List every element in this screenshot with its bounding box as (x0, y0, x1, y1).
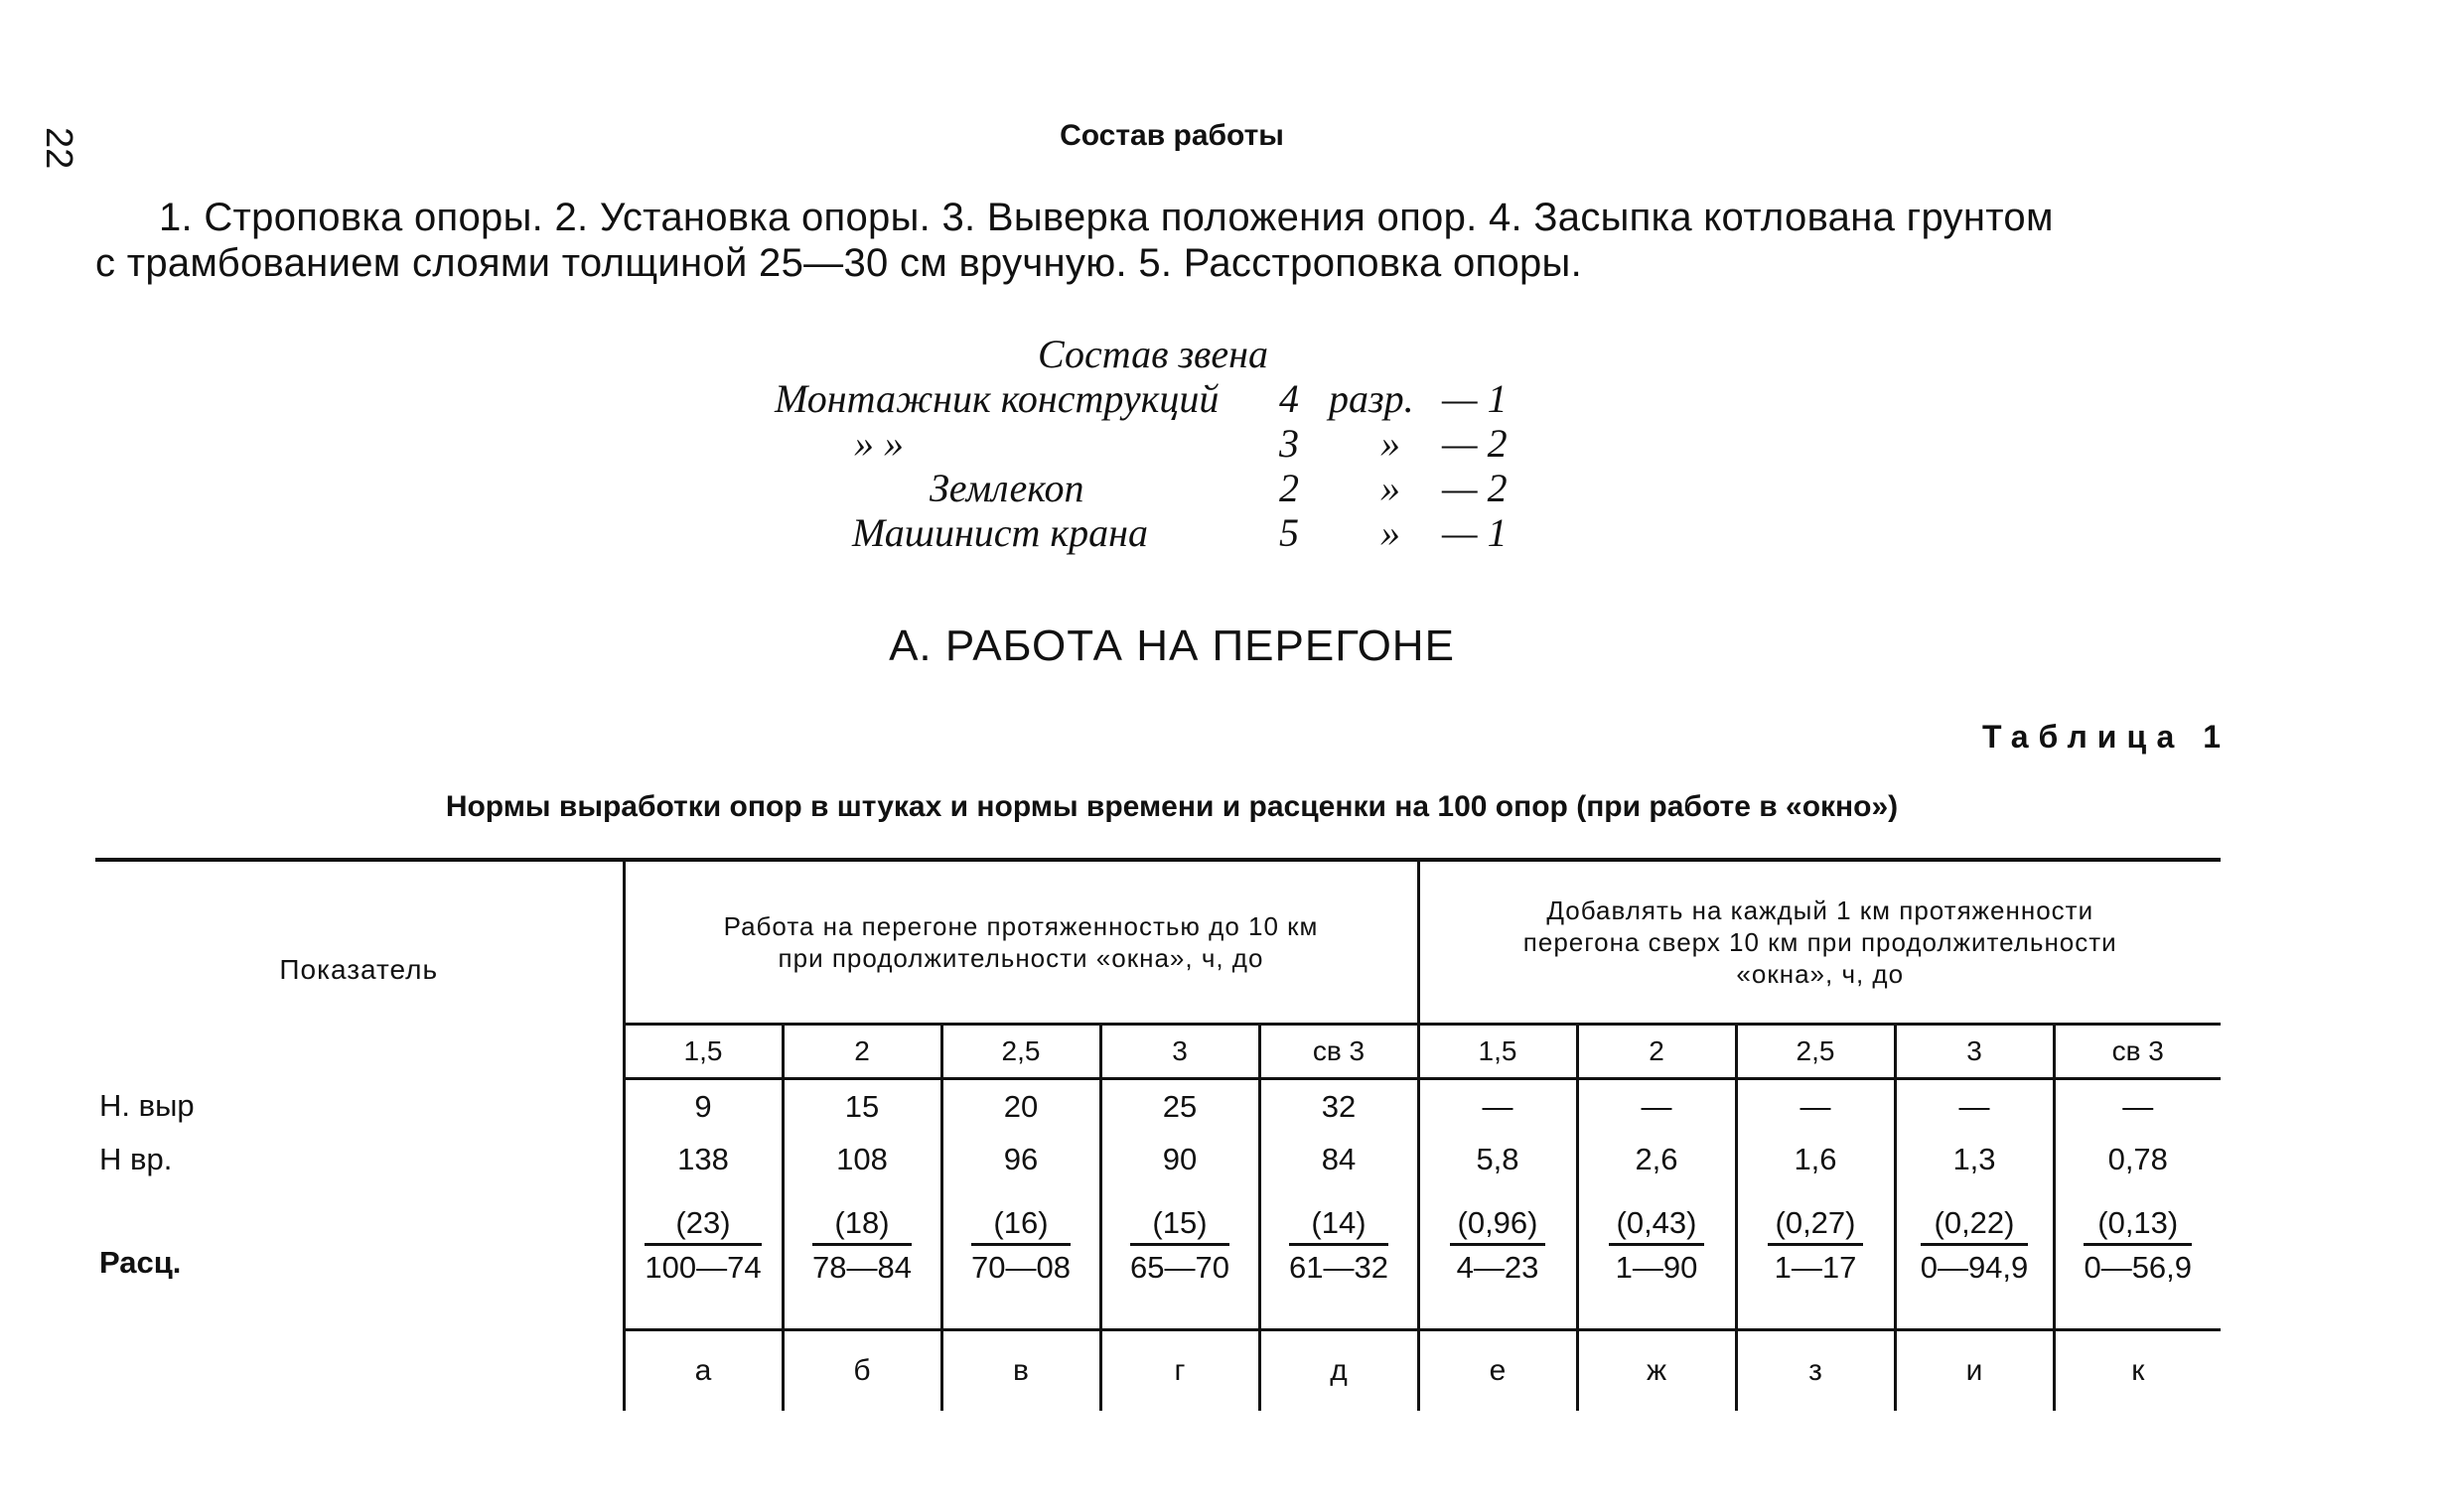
table-cell: 20 (941, 1079, 1100, 1135)
rate-bottom: 0—56,9 (2084, 1249, 2193, 1285)
table-cell: 84 (1259, 1134, 1418, 1185)
table-cell: — (1418, 1079, 1577, 1135)
rate-bottom: 0—94,9 (1920, 1249, 2029, 1285)
empty-cell (95, 1330, 624, 1412)
column-letter: в (941, 1330, 1100, 1412)
column-header: 3 (1100, 1025, 1259, 1079)
rate-bottom: 100—74 (645, 1249, 762, 1285)
page-number: 22 (38, 127, 79, 170)
rate-top: (18) (812, 1205, 912, 1246)
table-cell (1736, 1185, 1895, 1305)
rate-top: (0,96) (1450, 1205, 1546, 1246)
crew-count: — 2 (1442, 466, 1508, 510)
column-header: 3 (1895, 1025, 2054, 1079)
rate-fraction (645, 1205, 761, 1286)
group-header-additional-line-1: Добавлять на каждый 1 км протяженности (1546, 895, 2094, 925)
crew-role: » » (854, 421, 904, 466)
rate-fraction (1450, 1205, 1546, 1286)
rate-fraction (1289, 1205, 1388, 1286)
table-cell (1418, 1185, 1577, 1305)
column-header: 2,5 (941, 1025, 1100, 1079)
crew-grade: 5 (1279, 510, 1299, 555)
column-header: 2 (1577, 1025, 1736, 1079)
column-letter: и (1895, 1330, 2054, 1412)
work-description (95, 195, 2260, 286)
table-cell (783, 1185, 941, 1305)
rate-top: (0,27) (1768, 1205, 1864, 1246)
group-header-base-line-1: Работа на перегоне протяженностью до 10 км (723, 911, 1319, 941)
crew-grade: 3 (1279, 421, 1299, 466)
rate-fraction (812, 1205, 912, 1286)
table-cell: 108 (783, 1134, 941, 1185)
group-header-base (624, 860, 1418, 1025)
column-header: св 3 (2054, 1025, 2221, 1079)
table-spacer-row (95, 1305, 2221, 1330)
row-label (95, 1185, 624, 1305)
table-cell: 90 (1100, 1134, 1259, 1185)
group-header-additional (1418, 860, 2221, 1025)
rate-top: (23) (645, 1205, 761, 1246)
table-cell: 0,78 (2054, 1134, 2221, 1185)
column-header: св 3 (1259, 1025, 1418, 1079)
rate-top: (0,22) (1921, 1205, 2029, 1246)
group-header-additional-line-3: «окна», ч, до (1736, 959, 1905, 989)
column-letter: е (1418, 1330, 1577, 1412)
table-cell (1577, 1185, 1736, 1305)
rate-fraction (1609, 1205, 1705, 1286)
table-header-row (95, 860, 2221, 1025)
table-cell: 138 (624, 1134, 783, 1185)
column-letter: з (1736, 1330, 1895, 1412)
table-cell: 1,3 (1895, 1134, 2054, 1185)
crew-role: Машинист крана (852, 510, 1148, 555)
rate-bottom: 70—08 (971, 1249, 1071, 1285)
column-header: 1,5 (624, 1025, 783, 1079)
crew-unit: » (1380, 421, 1400, 466)
table-cell (1895, 1185, 2054, 1305)
rate-fraction (1921, 1205, 2029, 1286)
table-cell (1100, 1185, 1259, 1305)
rate-fraction (971, 1205, 1071, 1286)
crew-count: — 1 (1442, 510, 1508, 555)
rate-top: (16) (971, 1205, 1071, 1246)
table-cell (624, 1185, 783, 1305)
crew-role: Землекоп (930, 466, 1084, 510)
rate-fraction (1768, 1205, 1864, 1286)
column-header: 2,5 (1736, 1025, 1895, 1079)
rate-top: (14) (1289, 1205, 1388, 1246)
row-label-text: Н. выр (99, 1088, 195, 1124)
column-letter-row (95, 1330, 2221, 1412)
crew-count: — 1 (1442, 376, 1508, 421)
section-heading: А. РАБОТА НА ПЕРЕГОНЕ (889, 621, 1455, 670)
table-row (95, 1185, 2221, 1305)
rate-fraction (2084, 1205, 2192, 1286)
indicator-header: Показатель (279, 954, 439, 986)
table-cell: 96 (941, 1134, 1100, 1185)
crew-unit: » (1380, 510, 1400, 555)
crew-grade: 4 (1279, 376, 1299, 421)
table-cell: — (1895, 1079, 2054, 1135)
table-cell: — (2054, 1079, 2221, 1135)
column-letter: ж (1577, 1330, 1736, 1412)
crew-count: — 2 (1442, 421, 1508, 466)
crew-unit: разр. (1329, 376, 1414, 421)
table-cell: 15 (783, 1079, 941, 1135)
group-header-additional-line-2: перегона сверх 10 км при продолжительности (1522, 927, 2117, 957)
rate-bottom: 4—23 (1456, 1249, 1539, 1285)
group-header-base-line-2: при продолжительности «окна», ч, до (778, 943, 1264, 973)
column-header: 1,5 (1418, 1025, 1577, 1079)
row-label (95, 1134, 624, 1185)
rate-bottom: 65—70 (1130, 1249, 1229, 1285)
rate-bottom: 61—32 (1289, 1249, 1388, 1285)
crew-grade: 2 (1279, 466, 1299, 510)
table-cell (941, 1185, 1100, 1305)
rate-fraction (1130, 1205, 1229, 1286)
section-title: Состав работы (1060, 119, 1284, 152)
table-row (95, 1134, 2221, 1185)
table-cell: 25 (1100, 1079, 1259, 1135)
rate-top: (15) (1130, 1205, 1229, 1246)
work-description-line-2: с трамбованием слоями толщиной 25—30 см вручную. 5. Расстроповка опоры. (95, 241, 1583, 285)
norms-table (95, 858, 2221, 1411)
column-header: 2 (783, 1025, 941, 1079)
rate-top: (0,13) (2084, 1205, 2192, 1246)
table-cell: 32 (1259, 1079, 1418, 1135)
table-cell: 5,8 (1418, 1134, 1577, 1185)
column-letter: д (1259, 1330, 1418, 1412)
table-cell: — (1577, 1079, 1736, 1135)
table-cell: 2,6 (1577, 1134, 1736, 1185)
rate-bottom: 1—17 (1774, 1249, 1857, 1285)
column-letter: к (2054, 1330, 2221, 1412)
rate-bottom: 1—90 (1615, 1249, 1698, 1285)
row-label (95, 1079, 624, 1135)
column-letter: б (783, 1330, 941, 1412)
crew-title: Состав звена (1038, 332, 1269, 376)
work-description-line-1: 1. Строповка опоры. 2. Установка опоры. 3. Выверка положения опор. 4. Засыпка котлована грунтом (159, 196, 2054, 239)
rate-bottom: 78—84 (812, 1249, 912, 1285)
row-label-text: Н вр. (99, 1142, 173, 1176)
table-cell (1259, 1185, 1418, 1305)
table-row (95, 1079, 2221, 1135)
table-caption: Нормы выработки опор в штуках и нормы времени и расценки на 100 опор (при работе в «окно») (445, 790, 1899, 823)
row-label-text: Расц. (99, 1245, 182, 1280)
table-number: Таблица 1 (1981, 719, 2231, 755)
crew-role: Монтажник конструкций (775, 376, 1220, 421)
column-letter: г (1100, 1330, 1259, 1412)
table-cell (2054, 1185, 2221, 1305)
crew-unit: » (1380, 466, 1400, 510)
table-cell: 9 (624, 1079, 783, 1135)
rate-top: (0,43) (1609, 1205, 1705, 1246)
table-cell: 1,6 (1736, 1134, 1895, 1185)
column-letter: а (624, 1330, 783, 1412)
table-cell: — (1736, 1079, 1895, 1135)
